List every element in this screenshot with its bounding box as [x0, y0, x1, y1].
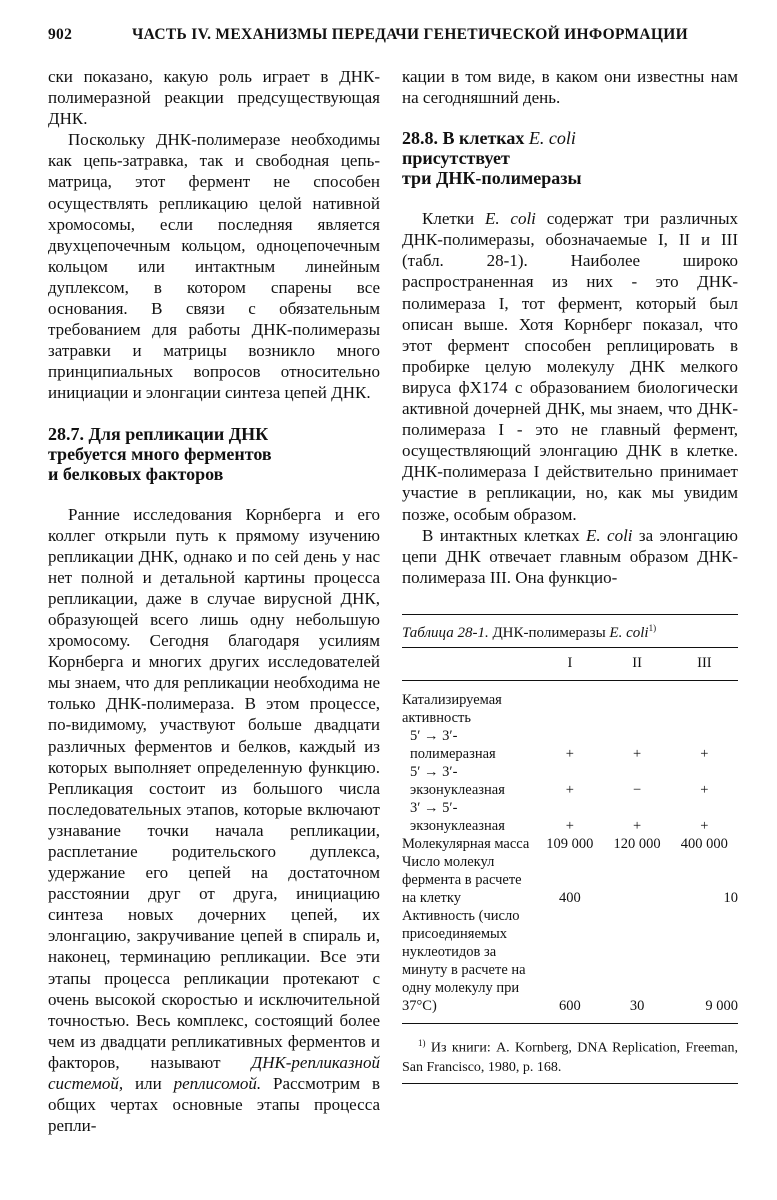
polymerase-table: [402, 648, 738, 1023]
heading-line: требуется много ферментов: [48, 443, 272, 464]
cell-ii: [603, 691, 670, 727]
table-row: [402, 691, 738, 727]
cell-ii: +: [633, 745, 642, 762]
paragraph-text: Ранние исследования Корнберга и его коллег открыли путь к прямому изучению репликации ДНК, однако и по сей день у нас нет полной и детальной картины процесса репликации, даже в случае вирусной ДНК, образующей всего лишь одну небольшую хромосому. Сегодня благодаря усилиям Корнберга и многих других исследователей мы знаем, что для репликации необходима не только ДНК-полимераза. В этом процессе, по-видимому, участвуют больше двадцати различных ферментов и белков, каждый из которых выполняет определенную функцию. Репликация состоит из большого числа последовательных этапов, которые включают узнавание точки начала репликации, расплетание родительского дуплекса, удержание его цепей на достаточном расстоянии друг от друга, инициацию синтеза новых дочерних цепей, их элонгацию, закручивание цепей в спираль и, наконец, терминацию репликации. Все эти этапы процесса репликации протекают с очень высокой скоростью и исключительной точностью. Весь комплекс, состоящий более чем из двадцати репликативных ферментов и факторов, называют: [48, 504, 380, 1072]
cell-ii: −: [633, 781, 642, 798]
heading-line: присутствует: [402, 148, 510, 169]
heading-species: E. coli: [528, 128, 576, 149]
caption-label: Таблица 28-1.: [402, 624, 489, 641]
page-number: 902: [48, 26, 73, 43]
paragraph: ски показано, какую роль играет в ДНК-полимеразной реакции предсуществующая ДНК.: [48, 67, 380, 129]
caption-footnote-mark: 1): [648, 622, 657, 633]
paragraph-text: Рассмотрим в общих чертах основные этапы процесса репли-: [48, 1074, 381, 1136]
cell-ii: 30: [629, 997, 645, 1014]
cell-i: 400: [558, 889, 581, 906]
row-label: Активность (число присоединяемых нуклеотидов за минуту в расчете на одну молекулу при 37°С): [402, 907, 526, 1014]
section-heading-28-8: [402, 128, 738, 188]
cell-iii: 400 000: [680, 835, 728, 852]
table-row: [402, 763, 738, 799]
right-column: [402, 66, 738, 1084]
section-heading-28-7: [48, 424, 380, 484]
row-label: Число молекул фермента в расчете на клетку: [402, 853, 522, 906]
left-column: [48, 66, 380, 1136]
table-caption: [402, 615, 738, 647]
cell-iii: [671, 691, 738, 727]
row-label: Молекулярная масса: [402, 835, 530, 852]
table-row: [402, 907, 738, 1015]
cell-i: [536, 691, 603, 727]
cell-i: +: [565, 745, 574, 762]
row-label: 3′ → 5′-экзонуклеазная: [410, 799, 505, 834]
cell-iii: +: [700, 745, 709, 762]
paragraph: кации в том виде, в каком они известны нам на сегодняшний день.: [402, 67, 738, 108]
paragraph: [402, 208, 738, 524]
cell-i: +: [565, 781, 574, 798]
row-label: 5′ → 3′-полимеразная: [410, 727, 496, 762]
row-label: Катализируемая активность: [402, 691, 502, 726]
paragraph-text: за элонгацию цепи ДНК отвечает главным образом ДНК-полимераза III. Она функцио-: [402, 525, 738, 587]
term-dna-replicase-system: ДНК-репликазной системой,: [48, 1052, 380, 1094]
footnote-rule: [402, 1083, 738, 1084]
row-label: 5′ → 3′-экзонуклеазная: [410, 763, 505, 798]
page-header: [48, 26, 748, 52]
species-name: E. coli: [586, 525, 633, 545]
col-header-iii: III: [697, 654, 712, 671]
cell-ii: +: [633, 817, 642, 834]
caption-text: ДНК-полимеразы: [492, 624, 606, 641]
heading-line: 28.7. Для репликации ДНК: [48, 423, 269, 444]
col-header-ii: II: [632, 654, 642, 671]
cell-ii: 120 000: [613, 835, 661, 852]
table-header-row: [402, 648, 738, 681]
footnote-mark: 1): [418, 1037, 426, 1048]
cell-iii: 10: [723, 889, 738, 906]
cell-iii: +: [700, 781, 709, 798]
footnote-text: Из книги: A. Kornberg, DNA Replication, Freeman, San Francisco, 1980, p. 168.: [402, 1040, 738, 1075]
heading-line: и белковых факторов: [48, 463, 224, 484]
cell-i: 109 000: [546, 835, 594, 852]
heading-line: 28.8. В клетках: [402, 128, 525, 149]
paragraph-text: или: [134, 1074, 162, 1094]
paragraph: [402, 525, 738, 588]
paragraph: Поскольку ДНК-полимеразе необходимы как цепь-затравка, так и свободная цепь-матрица, этот фермент не способен осуществлять репликацию целой нативной хромосомы, если последняя является двухцепочечным кольцом, одноцепочечным кольцом или интактным линейным дуплексом, в котором спарены все основания. В связи с обязательным требованием для работы ДНК-полимеразы затравки и матрицы возникло много принципиальных вопросов относительно инициации и элонгации синтеза цепей ДНК.: [48, 130, 380, 403]
table-row: [402, 799, 738, 835]
cell-iii: 9 000: [705, 997, 738, 1014]
cell-i: 600: [558, 997, 581, 1014]
running-title: ЧАСТЬ IV. МЕХАНИЗМЫ ПЕРЕДАЧИ ГЕНЕТИЧЕСКОЙ ИНФОРМАЦИИ: [132, 26, 688, 43]
paragraph-text: содержат три различных ДНК-полимеразы, обозначаемые I, II и III (табл. 28-1). Наиболее широко распространенная из них - это ДНК-полимераза I, тот фермент, который был описан выше. Хотя Корнберг показал, что этот фермент способен реплицировать в пробирке целую молекулу ДНК мелкого вируса фХ174 с образованием биологически активной дочерней ДНК, мы знаем, что ДНК-полимераза I - это не главный фермент, осуществляющий элонгацию ДНК в клетке. ДНК-полимераза I действительно принимает участие в репликации, но, как мы увидим позже, особым образом.: [402, 209, 739, 524]
cell-iii: +: [700, 817, 709, 834]
heading-line: три ДНК-полимеразы: [402, 168, 582, 189]
species-name: E. coli: [484, 209, 536, 229]
cell-ii: [603, 853, 670, 907]
header-spacer: [402, 648, 536, 681]
table-row: [402, 835, 738, 853]
table-footnote: [402, 1024, 738, 1083]
cell-i: +: [565, 817, 574, 834]
paragraph-text: В интактных клетках: [422, 525, 580, 545]
paragraph: [48, 504, 380, 1137]
col-header-i: I: [567, 654, 573, 671]
paragraph-text: Клетки: [422, 209, 475, 229]
caption-species: E. coli: [609, 624, 649, 641]
table-row: [402, 727, 738, 763]
table-28-1: [402, 614, 738, 1084]
table-row: [402, 853, 738, 907]
term-replisome: реплисомой.: [173, 1074, 262, 1094]
